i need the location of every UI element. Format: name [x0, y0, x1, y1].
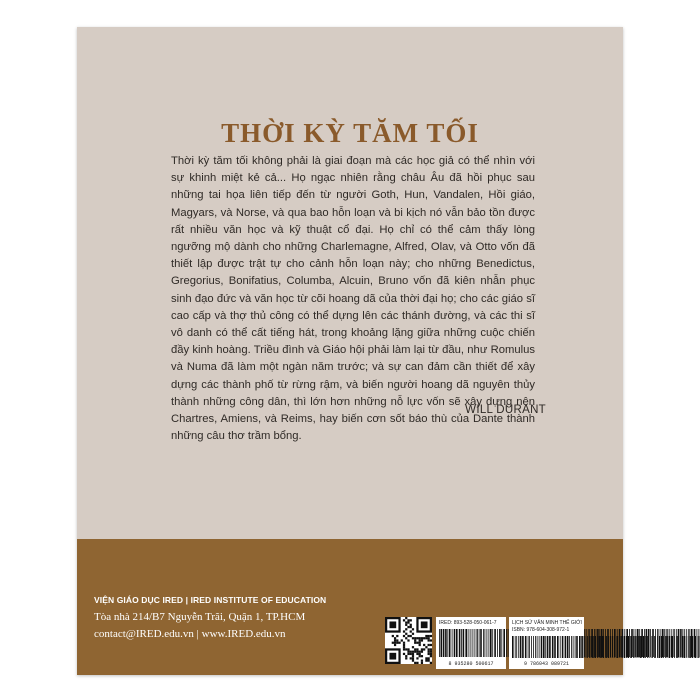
cover-quote: Thời kỳ tăm tối không phải là giai đoạn mà các học giả có thể nhìn với sự khinh miệt kẻ cả... Họ ngạc nhiên rằng châu Âu đã hồi phục sau những tai họa liên tiếp đến từ người Goth, Hun, Vandalen, Hồi giáo, Magyars, và Norse, và qua bao hỗn loạn và bi kịch nó vẫn bảo tồn được rất nhiều văn học và kỹ thuật cổ đại. Họ chỉ có thể cảm thấy lòng ngưỡng mộ dành cho những Charlemagne, Alfred, Olav, và Otto vốn đã thiết lập được trật tự cho cảnh hỗn loạn này; cho những Benedictus, Gregorius, Bonifatius, Columba, Alcuin, Bruno vốn đã kiên nhẫn phục sinh đạo đức và văn học từ cõi hoang dã của thời đại họ; cho các giáo sĩ cao cấp và thợ thủ công có thể dựng lên các thánh đường, và các thi sĩ vô danh có thể cất tiếng hát, trong khoảng lặng giữa những cuộc chiến đầy kinh hoàng. Triều đình và Giáo hội phải làm lại từ đầu, như Romulus và Numa đã làm một ngàn năm trước; và sự can đảm cần thiết để xây dựng các thành phố từ rừng rậm, và biến người hoang dã nguyên thủy thành những công dân, thì lớn hơn những nỗ lực vốn sẽ xây dựng nên Chartres, Amiens, và Reims, hay biến cơn sốt báo thù của Dante thành những câu thơ trầm bổng.	[171, 155, 535, 443]
qr-code-graphic	[385, 617, 432, 664]
barcode-icon	[512, 636, 700, 658]
quote-author: WILL DURANT	[465, 404, 546, 416]
publisher-name: VIỆN GIÁO DỤC IRED | IRED INSTITUTE OF EDUCATION	[94, 595, 327, 605]
barcode-ired-number: 8 935280 500617	[448, 661, 494, 667]
back-cover	[77, 27, 623, 675]
barcode-isbn-number: 9 786043 089721	[523, 661, 569, 667]
barcode-isbn	[509, 617, 584, 669]
publisher-contact: contact@IRED.edu.vn | www.IRED.edu.vn	[94, 628, 286, 640]
barcode-ired-label: IRED: 893-528-050-061-7	[439, 620, 497, 626]
book-title: THỜI KỲ TĂM TỐI	[221, 118, 479, 148]
barcode-isbn-label: ISBN: 978-604-308-972-1	[512, 627, 570, 633]
barcode-series-label: LỊCH SỬ VĂN MINH THẾ GIỚI	[512, 620, 582, 626]
publisher-address: Tòa nhà 214/B7 Nguyễn Trãi, Quận 1, TP.HCM	[94, 611, 306, 623]
qr-code-icon	[385, 617, 432, 664]
barcode-ired	[436, 617, 506, 669]
